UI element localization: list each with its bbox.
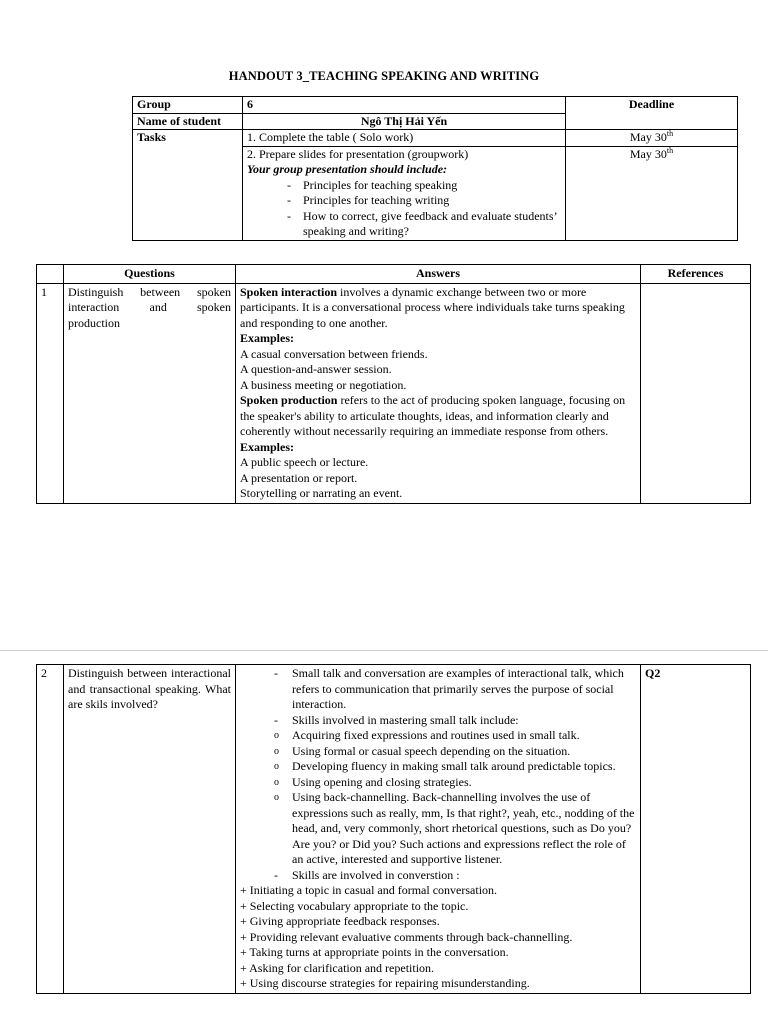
answer-list-item: [240, 759, 636, 775]
group-value: 6: [243, 97, 566, 114]
answer-list-text: Using opening and closing strategies.: [292, 774, 472, 789]
answer-list-text: Acquiring fixed expressions and routines used in small talk.: [292, 728, 580, 742]
production-definition: Spoken production refers to the act of producing spoken language, focusing on the speaker's ability to articulate thoughts, ideas, and information clearly and coherently without necessarily requiring an immediate response from others.: [240, 393, 626, 438]
answer-list-item: [240, 790, 636, 868]
questions-header: Questions: [64, 265, 236, 284]
answer-items: [240, 666, 636, 883]
dash-bullet-icon: -: [274, 867, 278, 882]
skill-item: + Giving appropriate feedback responses.: [240, 914, 440, 928]
example-item: Storytelling or narrating an event.: [240, 486, 403, 500]
number-header: [37, 265, 64, 284]
question-text: Distinguish between interactional and transactional speaking. What are skils involved?: [64, 665, 236, 994]
circle-bullet-icon: o: [274, 745, 279, 757]
answer-list-item: [240, 713, 636, 729]
task-2-deadline: May 30th: [566, 146, 738, 240]
task-2-title: 2. Prepare slides for presentation (groupwork): [247, 146, 469, 161]
assignment-header-table: [132, 96, 738, 241]
table-row: [37, 283, 751, 503]
questions-table-continued: [36, 664, 751, 994]
task-1: 1. Complete the table ( Solo work): [243, 130, 566, 147]
questions-table: [36, 264, 751, 504]
skill-item: + Initiating a topic in casual and formal conversation.: [240, 883, 498, 897]
question-number: 2: [37, 665, 64, 994]
answer-cell: [236, 665, 641, 994]
skill-item: + Asking for clarification and repetition.: [240, 960, 435, 975]
circle-bullet-icon: o: [274, 792, 279, 803]
example-item: A public speech or lecture.: [240, 455, 369, 469]
interaction-definition: Spoken interaction involves a dynamic exchange between two or more participants. It is a conversational process where individuals take turns speaking and responding to one another.: [240, 284, 625, 330]
presentation-item: - How to correct, give feedback and evaluate students’ speaking and writing?: [303, 209, 561, 240]
example-item: A question-and-answer session.: [240, 362, 392, 376]
answer-list-item: [240, 666, 636, 713]
skill-item: + Using discourse strategies for repairing misunderstanding.: [240, 976, 530, 990]
circle-bullet-icon: o: [274, 730, 279, 741]
example-item: A casual conversation between friends.: [240, 346, 428, 361]
skill-item: + Taking turns at appropriate points in the conversation.: [240, 945, 509, 959]
example-item: A presentation or report.: [240, 470, 358, 485]
question-text: Distinguish between spoken interaction and spoken production: [64, 283, 236, 503]
group-label: Group: [133, 97, 243, 114]
document-title: HANDOUT 3_TEACHING SPEAKING AND WRITING: [228, 69, 540, 83]
task-2: [243, 146, 566, 240]
circle-bullet-icon: o: [274, 776, 279, 788]
presentation-item: - Principles for teaching writing: [303, 193, 561, 209]
student-name-value: Ngô Thị Hải Yến: [243, 113, 566, 130]
answer-list-text: Using back-channelling. Back-channelling involves the use of expressions such as really, mm, Is that right?, yeah, etc., nodding of the head, and, very commonly, short rhetorical questions, such as Do you? Are you? or Did you? Such actions and expressions reflect the role of an active, interested and supportive listener.: [292, 790, 635, 866]
presentation-items: [247, 178, 561, 240]
example-item: A business meeting or negotiation.: [240, 377, 407, 392]
page-2: [0, 650, 768, 1025]
answer-list-text: Small talk and conversation are examples of interactional talk, which refers to communication that primarily serves the purpose of social interaction.: [292, 666, 624, 711]
reference-cell: [641, 283, 751, 503]
answer-list-text: Using formal or casual speech depending on the situation.: [292, 743, 571, 758]
answers-header: Answers: [236, 265, 641, 284]
answer-list-text: Skills are involved in converstion :: [292, 867, 460, 882]
examples-label: Examples:: [240, 439, 294, 454]
skills-list: [240, 883, 636, 992]
answer-list-text: Skills involved in mastering small talk include:: [292, 712, 519, 727]
answer-list-item: [240, 868, 636, 884]
dash-bullet-icon: -: [274, 712, 278, 727]
skill-item: + Selecting vocabulary appropriate to the topic.: [240, 898, 469, 913]
answer-list-text: Developing fluency in making small talk around predictable topics.: [292, 759, 616, 773]
answer-list-item: [240, 744, 636, 760]
answer-list-item: [240, 775, 636, 791]
circle-bullet-icon: o: [274, 761, 279, 772]
task-1-deadline: May 30th: [566, 130, 738, 147]
presentation-heading: Your group presentation should include:: [247, 162, 448, 176]
answer-list-item: [240, 728, 636, 744]
references-header: References: [641, 265, 751, 284]
table-row: [37, 665, 751, 994]
answer-cell: [236, 283, 641, 503]
examples-label: Examples:: [240, 331, 294, 345]
student-name-label: Name of student: [133, 113, 243, 130]
tasks-label: Tasks: [133, 130, 243, 241]
deadline-label: Deadline: [566, 97, 738, 130]
skill-item: + Providing relevant evaluative comments through back-channelling.: [240, 929, 573, 944]
dash-bullet-icon: -: [274, 666, 278, 680]
reference-cell: Q2: [641, 665, 751, 994]
question-number: 1: [37, 283, 64, 503]
presentation-item: - Principles for teaching speaking: [303, 178, 561, 194]
